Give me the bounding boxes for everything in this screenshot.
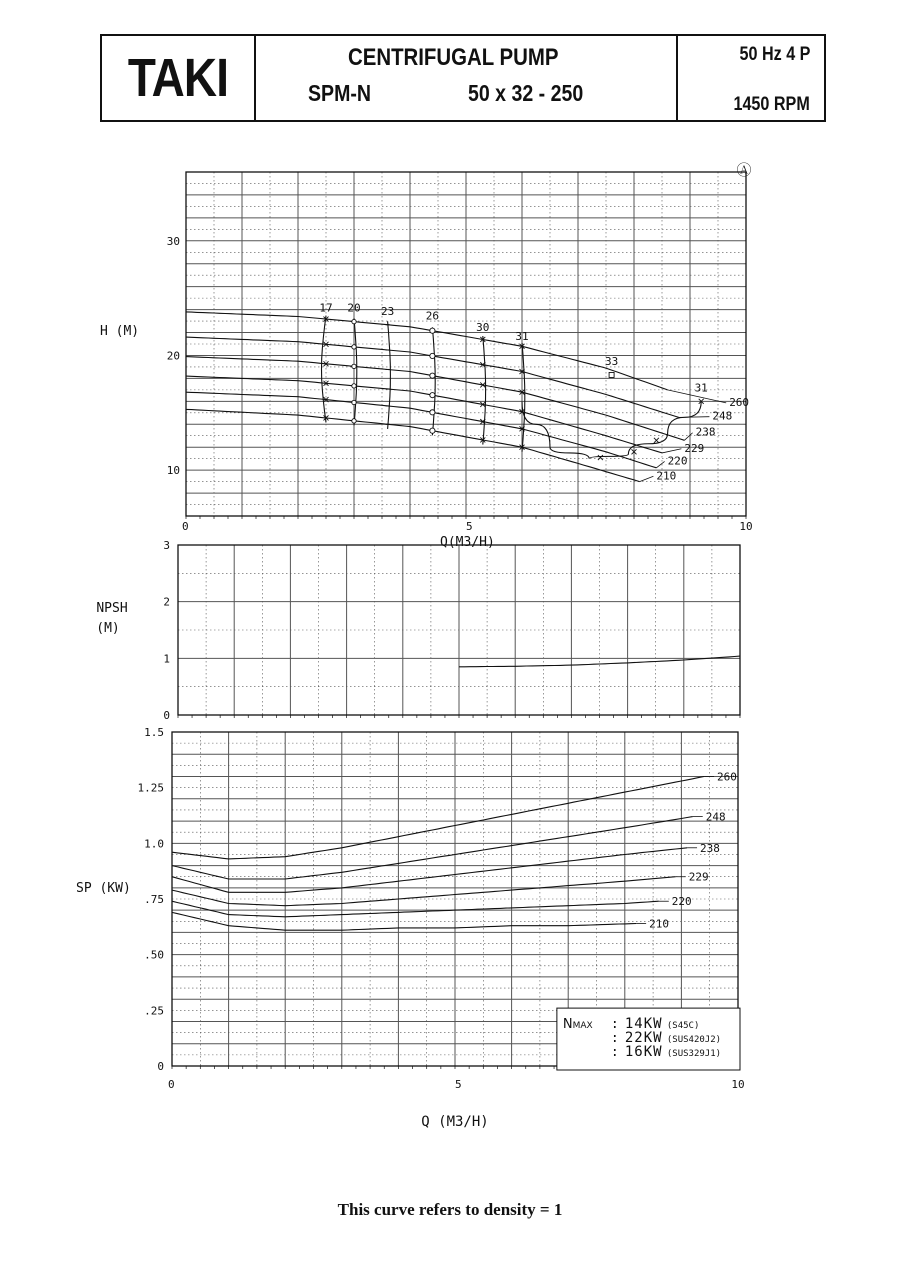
power-y-tick-label: .75 bbox=[144, 893, 164, 906]
efficiency-line-26 bbox=[432, 327, 435, 435]
power-x-tick-label: 10 bbox=[731, 1078, 745, 1091]
efficiency-label-20: 20 bbox=[347, 301, 361, 315]
head-curve-label-248: 248 bbox=[712, 409, 733, 423]
head-x-axis-label: Q(M3/H) bbox=[440, 535, 495, 550]
power-y-tick-label: 0 bbox=[157, 1060, 164, 1073]
speed-label: 1450 RPM bbox=[733, 94, 810, 115]
efficiency-label-26: 26 bbox=[425, 309, 440, 323]
head-x-tick-label: 5 bbox=[466, 520, 473, 533]
head-x-tick-label: 10 bbox=[739, 520, 753, 533]
nmax-colon: : bbox=[610, 1031, 619, 1047]
nmax-material: (SUS420J2) bbox=[666, 1035, 722, 1046]
efficiency-marker bbox=[430, 428, 435, 433]
npsh-y-axis-unit: (M) bbox=[96, 621, 120, 636]
power-x-axis-label: Q (M3/H) bbox=[421, 1114, 489, 1130]
nmax-label: NMAX bbox=[562, 1017, 593, 1033]
power-y-tick-label: 1.0 bbox=[144, 837, 164, 851]
efficiency-line-30 bbox=[483, 336, 486, 445]
nmax-value: 14KW bbox=[624, 1016, 663, 1033]
pump-size: 50 x 32 - 250 bbox=[468, 80, 584, 106]
power-y-tick-label: 1.25 bbox=[137, 781, 164, 795]
power-y-tick-label: 1.5 bbox=[144, 726, 164, 739]
power-curve-label-210: 210 bbox=[649, 917, 669, 931]
efficiency-line-23 bbox=[388, 321, 391, 429]
nmax-value: 16KW bbox=[624, 1044, 663, 1061]
power-y-tick-label: .25 bbox=[144, 1004, 164, 1018]
head-curve-229 bbox=[186, 376, 662, 453]
nmax-value: 22KW bbox=[624, 1030, 663, 1047]
panel-mark-A: Ⓐ bbox=[736, 161, 752, 179]
nmax-colon: : bbox=[610, 1045, 619, 1061]
npsh-y-tick-label: 2 bbox=[163, 595, 170, 609]
efficiency-marker bbox=[430, 373, 435, 378]
efficiency-marker bbox=[352, 319, 356, 323]
efficiency-marker-33 bbox=[609, 372, 614, 377]
power-curve-label-248: 248 bbox=[705, 810, 726, 824]
head-curve-label-210: 210 bbox=[656, 469, 677, 483]
head-leader-229 bbox=[662, 449, 681, 453]
power-x-tick-label: 5 bbox=[455, 1078, 462, 1091]
efficiency-marker bbox=[352, 364, 356, 368]
power-curve-248 bbox=[172, 817, 693, 879]
npsh-y-tick-label: 0 bbox=[163, 709, 170, 722]
efficiency-marker bbox=[352, 345, 356, 349]
efficiency-marker bbox=[430, 353, 435, 358]
power-curve-label-220: 220 bbox=[671, 895, 692, 909]
efficiency-label-33: 33 bbox=[604, 355, 619, 369]
efficiency-label-17: 17 bbox=[319, 301, 333, 315]
head-y-tick-label: 20 bbox=[166, 349, 180, 363]
power-curve-label-238: 238 bbox=[700, 841, 720, 855]
head-curve-label-238: 238 bbox=[695, 425, 716, 439]
head-y-axis-label: H (M) bbox=[100, 324, 140, 339]
head-leader-238 bbox=[684, 433, 692, 441]
head-curve-210 bbox=[186, 409, 640, 481]
efficiency-label-31: 31 bbox=[694, 381, 708, 395]
limit-marker bbox=[654, 438, 659, 443]
npsh-y-axis-label: NPSH bbox=[96, 601, 128, 616]
npsh-y-tick-label: 3 bbox=[163, 539, 170, 552]
head-leader-220 bbox=[656, 461, 664, 467]
nmax-material: (S45C) bbox=[666, 1021, 700, 1032]
head-y-tick-label: 30 bbox=[166, 234, 180, 248]
density-note: This curve refers to density = 1 bbox=[337, 1200, 563, 1219]
efficiency-label-31: 31 bbox=[515, 330, 529, 343]
efficiency-marker bbox=[430, 393, 435, 398]
npsh-y-tick-label: 1 bbox=[163, 652, 170, 666]
efficiency-marker bbox=[430, 410, 435, 415]
power-curve-229 bbox=[172, 877, 676, 906]
nmax-colon: : bbox=[610, 1017, 619, 1033]
brand-logo: TAKI bbox=[127, 48, 229, 108]
pump-series: SPM-N bbox=[308, 80, 372, 106]
efficiency-marker bbox=[352, 419, 356, 423]
nmax-material: (SUS329J1) bbox=[666, 1049, 722, 1060]
pump-title: CENTRIFUGAL PUMP bbox=[348, 44, 559, 71]
power-curve-label-229: 229 bbox=[688, 870, 709, 884]
power-y-tick-label: .50 bbox=[144, 948, 164, 962]
head-x-tick-label: 0 bbox=[182, 520, 189, 533]
efficiency-marker bbox=[352, 400, 356, 404]
head-curve-label-229: 229 bbox=[684, 441, 705, 455]
frequency-label: 50 Hz 4 P bbox=[739, 44, 810, 65]
head-curve-label-260: 260 bbox=[729, 395, 750, 409]
efficiency-label-23: 23 bbox=[380, 304, 395, 318]
power-curve-label-260: 260 bbox=[717, 770, 737, 784]
efficiency-marker bbox=[430, 328, 435, 333]
head-y-tick-label: 10 bbox=[166, 464, 180, 478]
power-y-axis-label: SP (KW) bbox=[76, 881, 131, 896]
efficiency-marker bbox=[352, 384, 356, 388]
limit-marker bbox=[598, 455, 603, 460]
head-leader-210 bbox=[640, 476, 654, 481]
head-curve-label-220: 220 bbox=[667, 454, 688, 468]
efficiency-line-17 bbox=[322, 316, 327, 423]
power-curve-260 bbox=[172, 777, 704, 859]
power-x-tick-label: 0 bbox=[168, 1078, 175, 1091]
efficiency-label-30: 30 bbox=[476, 320, 490, 334]
